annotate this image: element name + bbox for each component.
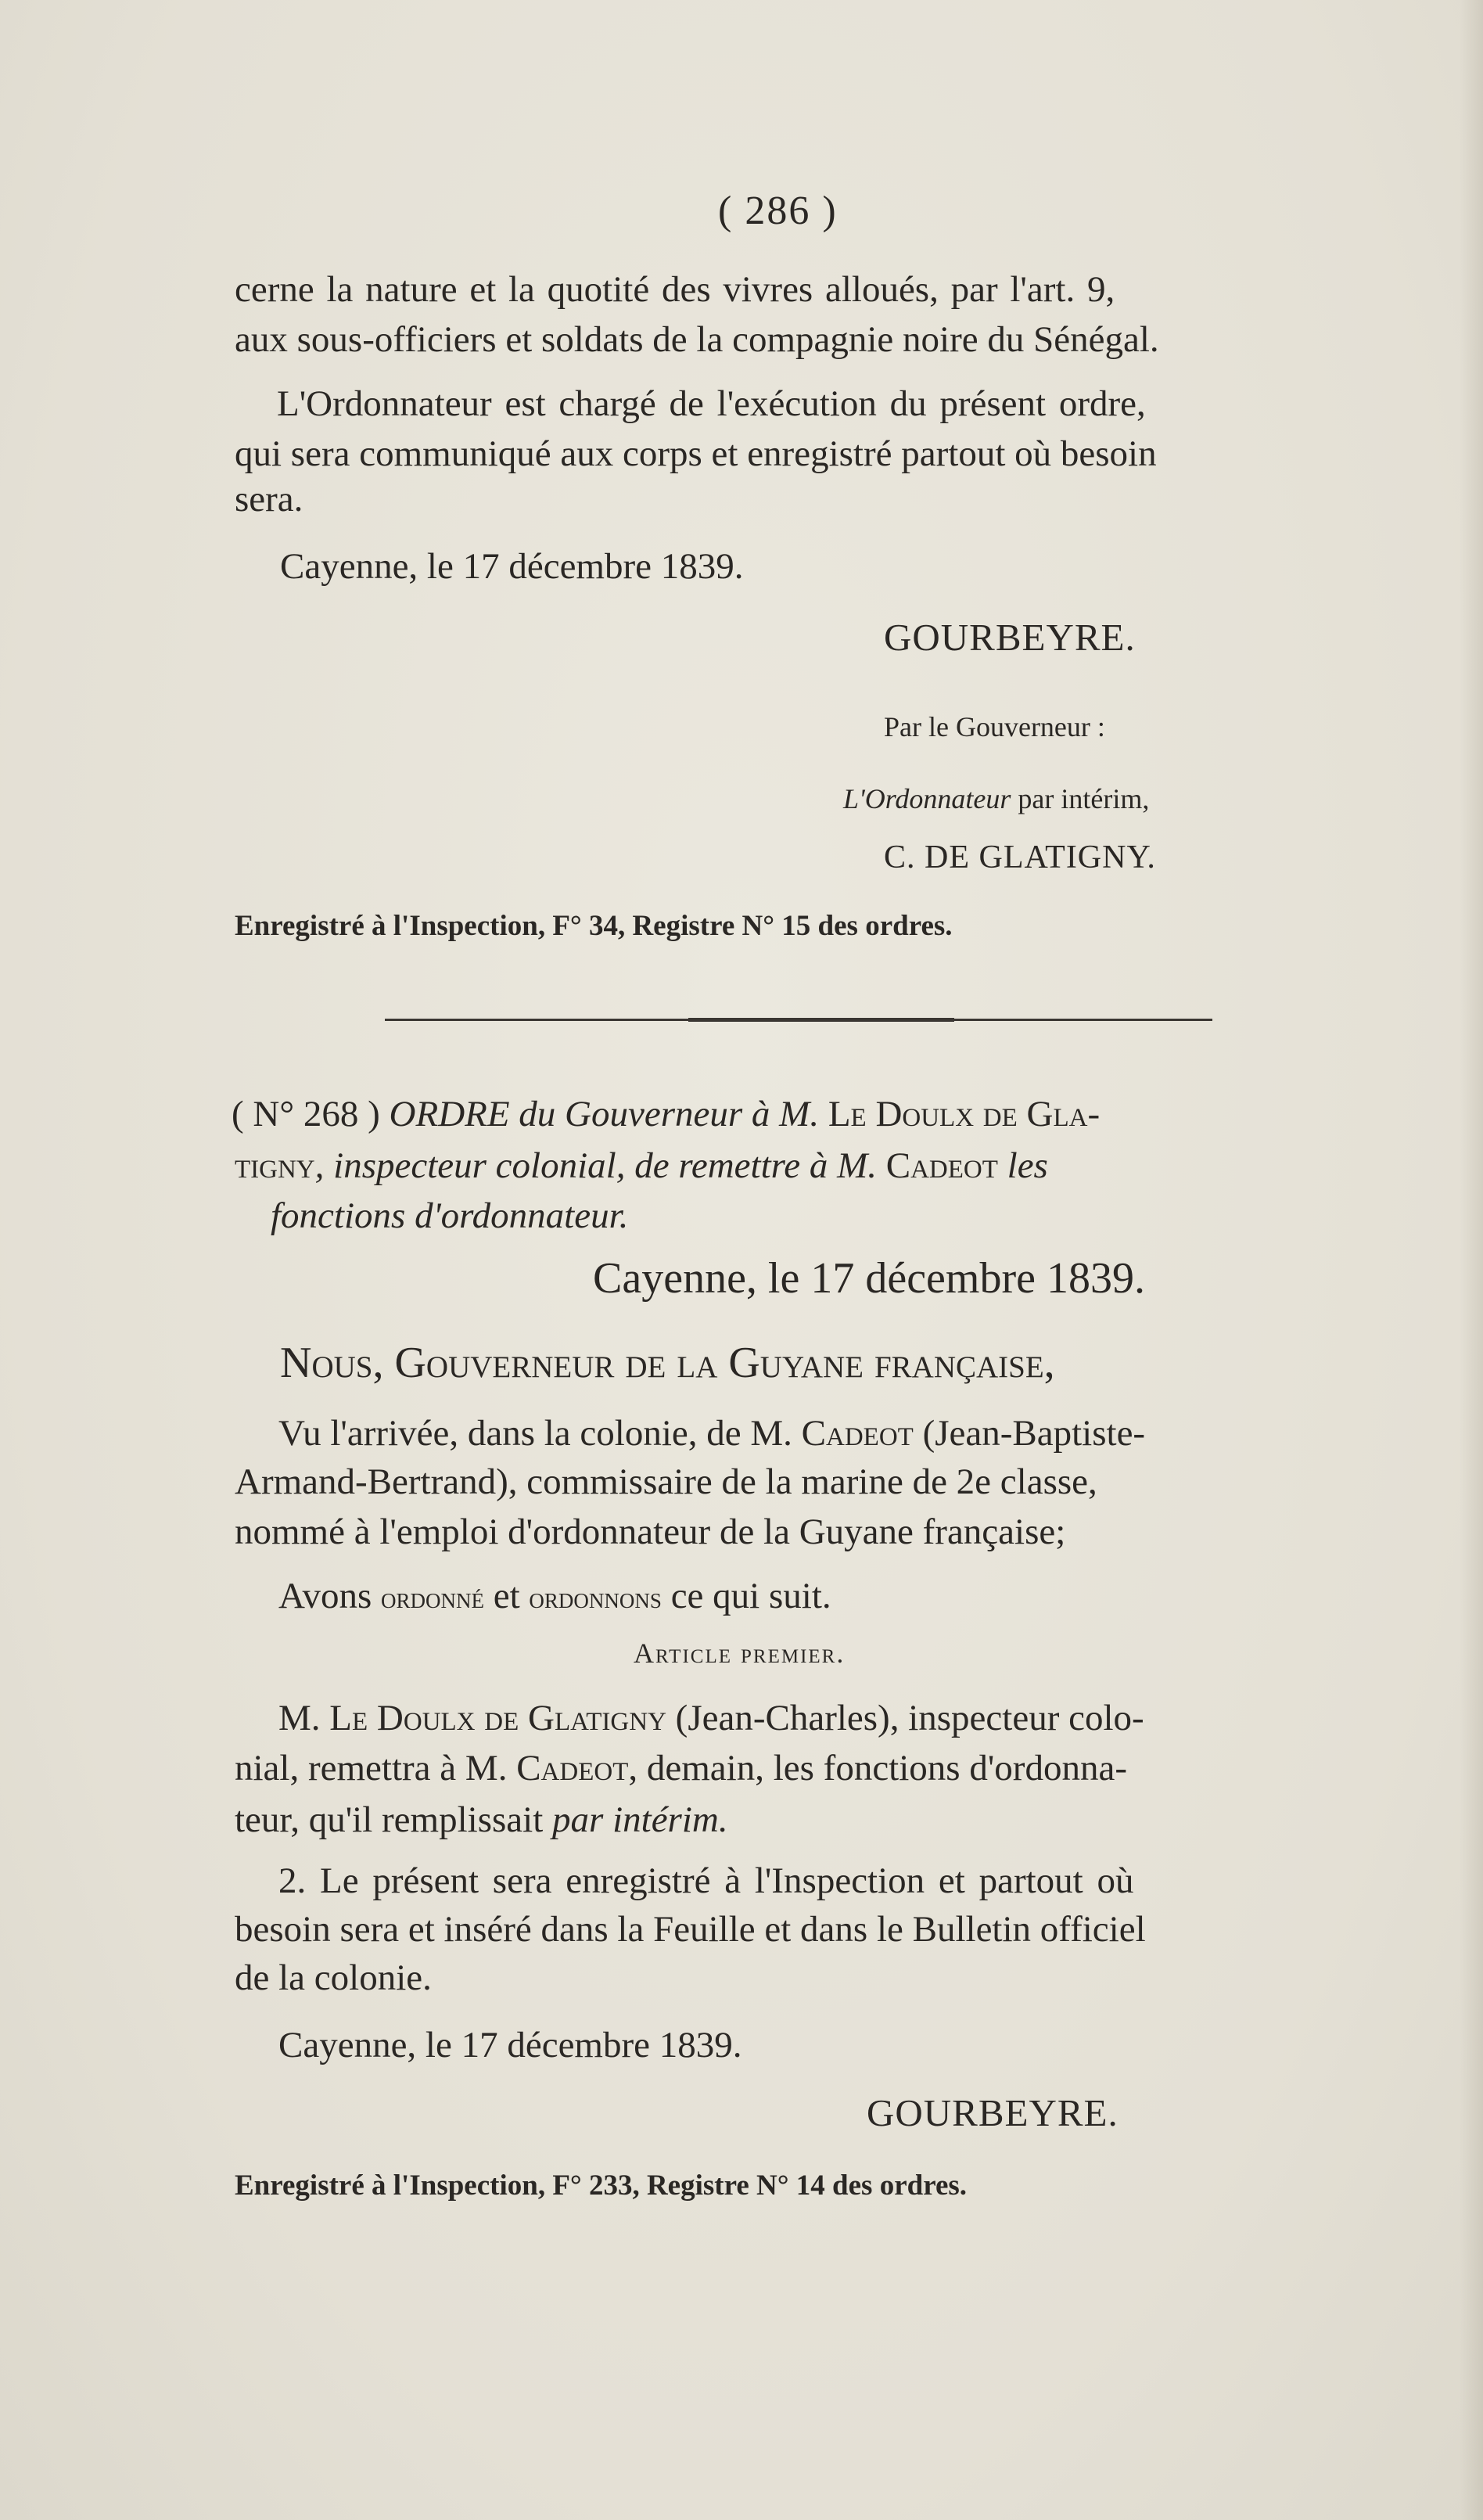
- by-governor-label: Par le Gouverneur :: [884, 711, 1105, 742]
- person-name: Le Doulx de Glatigny: [329, 1698, 666, 1738]
- text-span: teur, qu'il remplissait: [235, 1799, 553, 1840]
- page-number: ( 286 ): [718, 189, 838, 233]
- text-line: 2. Le présent sera enregistré à l'Inspection et partout où: [278, 1860, 1134, 1901]
- countersign: C. DE GLATIGNY.: [884, 839, 1156, 875]
- text-line: qui sera communiqué aux corps et enregistré partout où besoin: [235, 433, 1157, 474]
- signature: GOURBEYRE.: [884, 616, 1136, 659]
- text-span: ce qui suit.: [661, 1576, 831, 1616]
- registration-note: Enregistré à l'Inspection, F° 34, Registre N° 15 des ordres.: [235, 910, 953, 942]
- text-span: , demain, les fonctions d'ordonna-: [628, 1748, 1127, 1788]
- text-line: besoin sera et inséré dans la Feuille et dans le Bulletin officiel: [235, 1909, 1146, 1950]
- text-span: (Jean-Charles), inspecteur colo-: [666, 1698, 1144, 1738]
- text-line: [278, 1571, 831, 1623]
- ordonnateur-label: [843, 782, 1149, 815]
- text-span: et: [484, 1576, 530, 1616]
- person-name: Cadeot: [801, 1413, 914, 1454]
- order-number: ( N° 268 ): [232, 1094, 380, 1134]
- article-heading: Article premier.: [634, 1637, 846, 1669]
- preamble-line: Nous, Gouverneur de la Guyane française,: [280, 1339, 1055, 1387]
- text-line: [235, 1743, 1127, 1793]
- text-span: ordonné: [381, 1582, 484, 1615]
- text-line: Armand-Bertrand), commissaire de la marine de 2e classe,: [235, 1461, 1097, 1502]
- order-title-text: , inspecteur colonial, de remettre à M.: [314, 1145, 886, 1186]
- order-title-text: les: [997, 1145, 1048, 1186]
- text-line: sera.: [235, 479, 303, 519]
- text-line: [278, 1408, 1145, 1458]
- text-line: nommé à l'emploi d'ordonnateur de la Guyane française;: [235, 1512, 1066, 1552]
- signature: GOURBEYRE.: [867, 2091, 1119, 2134]
- text-span: par intérim.: [552, 1799, 728, 1840]
- ordonnateur-title: L'Ordonnateur: [843, 783, 1011, 814]
- person-name: Le Doulx de Gla-: [828, 1094, 1101, 1134]
- date-line: Cayenne, le 17 décembre 1839.: [280, 546, 744, 587]
- order-title-line-2: [235, 1141, 1048, 1191]
- text-span: nial, remettra à M.: [235, 1748, 517, 1788]
- person-name: Cadeot: [516, 1748, 629, 1788]
- order-date-heading: Cayenne, le 17 décembre 1839.: [593, 1254, 1145, 1303]
- order-title-line-1: [232, 1089, 1100, 1139]
- text-line: de la colonie.: [235, 1957, 432, 1998]
- date-line: Cayenne, le 17 décembre 1839.: [278, 2025, 742, 2065]
- registration-note: Enregistré à l'Inspection, F° 233, Registre N° 14 des ordres.: [235, 2170, 968, 2202]
- text-line: [235, 1795, 728, 1845]
- ordonnateur-suffix: par intérim,: [1011, 783, 1150, 814]
- text-line: cerne la nature et la quotité des vivres alloués, par l'art. 9,: [235, 269, 1115, 310]
- order-title-text: ORDRE du Gouverneur à M.: [379, 1094, 828, 1134]
- person-name: tigny: [235, 1145, 315, 1186]
- section-divider-center: [688, 1018, 954, 1022]
- text-span: Vu l'arrivée, dans la colonie, de M.: [278, 1413, 802, 1454]
- order-title-line-3: fonctions d'ordonnateur.: [271, 1195, 629, 1236]
- text-line: aux sous-officiers et soldats de la compagnie noire du Sénégal.: [235, 319, 1159, 360]
- text-line: [278, 1693, 1144, 1743]
- text-line: L'Ordonnateur est chargé de l'exécution du présent ordre,: [277, 383, 1146, 424]
- text-span: (Jean-Baptiste-: [913, 1413, 1146, 1454]
- page-edge-shade: [1460, 0, 1483, 2520]
- text-span: M.: [278, 1698, 330, 1738]
- text-span: ordonnons: [529, 1582, 662, 1615]
- person-name: Cadeot: [885, 1145, 998, 1186]
- text-span: Avons: [278, 1576, 381, 1616]
